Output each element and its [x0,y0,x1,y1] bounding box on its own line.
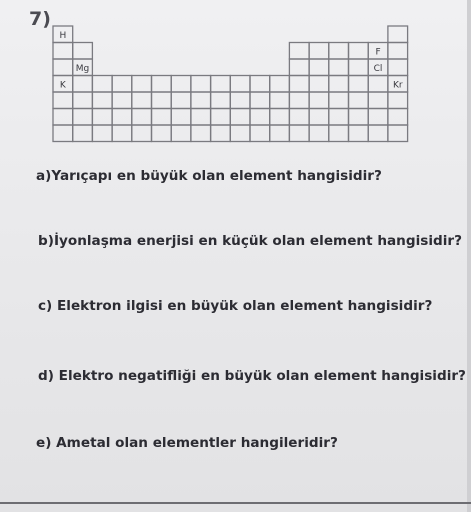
table-cell [349,109,369,126]
table-cell [73,109,93,126]
table-cell [191,125,211,142]
table-cell [152,125,172,142]
table-cell [388,59,408,76]
table-cell [309,43,329,60]
table-cell [73,76,93,93]
table-cell [53,59,73,76]
table-cell [329,76,349,93]
table-cell [171,92,191,109]
table-cell [92,92,112,109]
table-cell [309,59,329,76]
table-cell [132,92,152,109]
table-cell [112,92,132,109]
table-cell [112,125,132,142]
table-cell [270,76,290,93]
table-cell [171,125,191,142]
table-cell [309,76,329,93]
table-cell [73,125,93,142]
table-cell [388,125,408,142]
element-kr: Kr [392,80,403,91]
table-cell [349,76,369,93]
table-cell [329,92,349,109]
table-cell [349,59,369,76]
table-cell [53,125,73,142]
table-cell [289,92,309,109]
table-cell [191,92,211,109]
table-cell [250,92,270,109]
question-number: 7) [29,8,51,30]
table-cell [368,109,388,126]
question-e: e) Ametal olan elementler hangileridir? [36,435,338,451]
question-b: b)İyonlaşma enerjisi en küçük olan element hangisidir? [38,233,462,249]
table-cell [132,125,152,142]
bottom-rule [0,502,471,504]
table-cell [152,109,172,126]
table-cell [329,125,349,142]
question-a: a)Yarıçapı en büyük olan element hangisidir? [36,168,382,184]
table-cell [191,109,211,126]
table-cell [132,109,152,126]
table-cell [250,109,270,126]
table-cell [329,43,349,60]
table-cell [289,43,309,60]
table-cell [289,125,309,142]
table-cell [270,92,290,109]
table-cell [73,43,93,60]
table-cell [152,76,172,93]
table-cell [211,76,231,93]
table-cell [92,76,112,93]
table-cell [309,125,329,142]
table-cell [270,109,290,126]
table-cell [309,109,329,126]
table-cell [171,109,191,126]
table-cell [132,76,152,93]
element-cl: Cl [373,63,383,74]
table-cell [329,59,349,76]
table-cell [388,26,408,43]
table-cell [309,92,329,109]
table-cell [92,109,112,126]
table-cell [191,76,211,93]
table-cell [388,109,408,126]
element-mg: Mg [75,63,90,74]
table-cell [230,92,250,109]
element-k: K [59,80,66,91]
table-cell [289,76,309,93]
table-cell [230,125,250,142]
table-cell [329,109,349,126]
table-cell [230,109,250,126]
table-cell [388,92,408,109]
table-cell [211,125,231,142]
table-cell [112,109,132,126]
table-cell [112,76,132,93]
table-cell [53,109,73,126]
table-cell [368,125,388,142]
table-cell [211,109,231,126]
table-cell [230,76,250,93]
table-cell [289,59,309,76]
table-cell [368,92,388,109]
table-cell [349,125,369,142]
table-cell [270,125,290,142]
table-cell [250,76,270,93]
table-cell [349,92,369,109]
table-cell [171,76,191,93]
table-cell [388,43,408,60]
table-cell [152,92,172,109]
table-cell [92,125,112,142]
table-cell [211,92,231,109]
question-c: c) Elektron ilgisi en büyük olan element hangisidir? [38,298,433,314]
table-cell [368,76,388,93]
element-f: F [375,47,381,58]
element-h: H [59,30,67,41]
table-cell [73,92,93,109]
table-cell [53,92,73,109]
table-cell [53,43,73,60]
question-d: d) Elektro negatifliği en büyük olan element hangisidir? [38,368,466,384]
table-cell [349,43,369,60]
table-cell [250,125,270,142]
table-cell [289,109,309,126]
